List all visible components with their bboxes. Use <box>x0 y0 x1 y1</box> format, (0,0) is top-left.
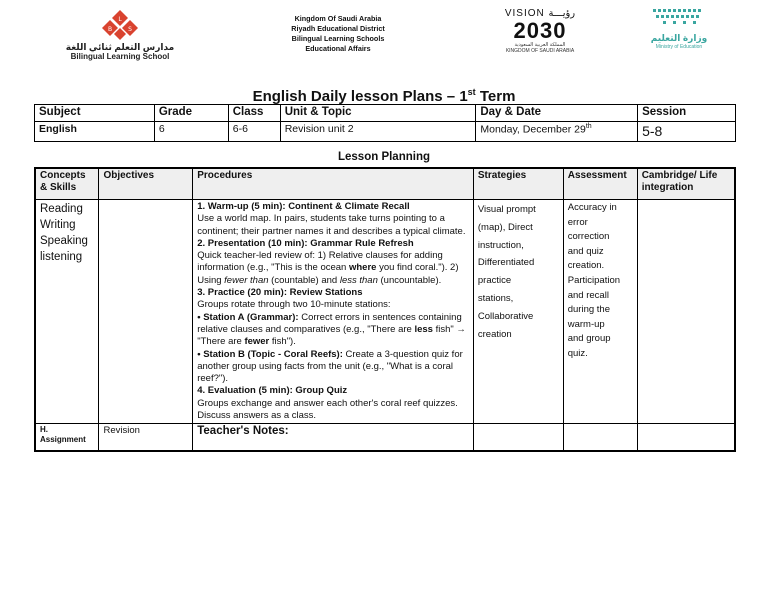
station-a-heading: • Station A (Grammar): <box>197 311 299 323</box>
presentation-text-2: you find coral."). 2) Using <box>197 262 459 286</box>
concept-reading: Reading <box>40 203 83 215</box>
vision-sub-english: KINGDOM OF SAUDI ARABIA <box>505 48 575 54</box>
station-b-heading: • Station B (Topic - Coral Reefs): <box>197 348 343 360</box>
svg-text:B: B <box>107 26 113 33</box>
header-class: Class <box>228 105 280 122</box>
vision-2030-logo <box>496 8 584 64</box>
station-b-text: Create a 3-question quiz for another group using facts from the unit (e.g., "What is a coral reef?"). <box>197 348 463 385</box>
header-subject: Subject <box>35 105 155 122</box>
lesson-info-table <box>34 104 736 142</box>
school-name-english: Bilingual Learning School <box>70 52 170 61</box>
strategy-line: Differentiated <box>477 257 535 269</box>
footer-empty-cell <box>637 424 735 452</box>
header-concepts: Concepts & Skills <box>35 168 99 200</box>
strategy-line: creation <box>477 328 512 340</box>
presentation-heading: 2. Presentation (10 min): Grammar Rule Refresh <box>197 237 414 249</box>
school-name-arabic: مدارس التعلم ثنائي اللغة <box>65 42 175 52</box>
station-b <box>197 349 469 386</box>
session-value: 5-8 <box>638 122 736 142</box>
practice-text: Groups rotate through two 10-minute stations: <box>197 299 391 311</box>
concept-writing: Writing <box>40 219 76 231</box>
procedures-cell <box>193 200 474 424</box>
school-emblem-icon <box>100 8 140 42</box>
header-unit-topic: Unit & Topic <box>280 105 476 122</box>
warmup-heading: 1. Warm-up (5 min): Continent & Climate Recall <box>197 201 410 212</box>
assessment-line: error <box>567 216 588 228</box>
strategy-line: instruction, <box>477 239 524 251</box>
concept-speaking: Speaking <box>40 235 88 247</box>
header-day-date: Day & Date <box>476 105 638 122</box>
lesson-plan-table <box>34 167 736 452</box>
assessment-line: Accuracy in <box>567 202 617 213</box>
moe-emblem-icon <box>649 6 709 28</box>
moe-name-english: Ministry of Education <box>655 44 703 50</box>
assessment-cell <box>563 200 637 424</box>
presentation-text-3: (countable) and <box>268 274 340 286</box>
ministry-line-1: Kingdom Of Saudi Arabia <box>294 14 382 23</box>
strategy-line: Visual prompt <box>477 204 536 215</box>
date-value: Monday, December 29 <box>480 123 586 136</box>
cambridge-cell <box>637 200 735 424</box>
assessment-line: Participation <box>567 274 621 286</box>
presentation-text-1: Quick teacher-led review of: 1) Relative clauses for adding information (e.g., "This is the ocean <box>197 250 443 274</box>
ministry-line-3: Bilingual Learning Schools <box>291 34 385 43</box>
header-assessment: Assessment <box>563 168 637 200</box>
ministry-text <box>268 14 408 54</box>
ministry-of-education-logo <box>634 6 724 62</box>
date-sup: th <box>585 123 592 130</box>
header-cambridge: Cambridge/ Life integration <box>637 168 735 200</box>
grade-value: 6 <box>154 122 228 142</box>
document-header <box>0 0 768 82</box>
strategy-line: practice <box>477 275 512 287</box>
svg-text:S: S <box>128 26 132 33</box>
strategies-cell <box>473 200 563 424</box>
assessment-line: quiz. <box>567 347 588 359</box>
header-grade: Grade <box>154 105 228 122</box>
header-strategies: Strategies <box>473 168 563 200</box>
station-a <box>197 312 469 349</box>
footer-empty-cell <box>473 424 563 452</box>
concept-listening: listening <box>40 251 83 263</box>
h-assignment-label: H. Assignment <box>35 424 99 452</box>
subject-value: English <box>35 122 155 142</box>
station-a-bold-less: less <box>414 323 433 335</box>
assessment-line: and group <box>567 333 611 345</box>
presentation-italic-fewer: fewer than <box>224 274 269 286</box>
evaluation-heading: 4. Evaluation (5 min): Group Quiz <box>197 385 348 397</box>
teacher-notes-label: Teacher's Notes: <box>193 424 474 452</box>
unit-value: Revision unit 2 <box>280 122 476 142</box>
station-a-bold-fewer: fewer <box>244 336 270 348</box>
assessment-line: and recall <box>567 289 609 301</box>
vision-year: 2030 <box>513 18 567 43</box>
info-header-row <box>35 105 736 122</box>
ministry-line-4: Educational Affairs <box>305 44 371 53</box>
assessment-line: and quiz <box>567 245 604 257</box>
footer-empty-cell <box>563 424 637 452</box>
assessment-line: during the <box>567 304 610 316</box>
presentation-italic-less: less than <box>339 274 378 286</box>
station-a-text-2: fish" → "There are <box>197 323 466 348</box>
plan-body-row <box>35 200 735 424</box>
lesson-planning-title: Lesson Planning <box>337 151 430 163</box>
station-a-text-3: fish"). <box>269 336 296 348</box>
title-sup: st <box>467 87 476 97</box>
vision-label: VISION رؤيـــة <box>504 8 576 19</box>
title-tail: Term <box>475 88 516 105</box>
strategy-line: Collaborative <box>477 310 534 322</box>
title-main: English Daily lesson Plans – 1 <box>252 88 468 105</box>
moe-name-arabic: وزارة التعليم <box>650 33 708 43</box>
warmup-text: Use a world map. In pairs, students take turns pointing to a continent; their partner names it and describes a typical climate. <box>197 213 466 237</box>
evaluation-text: Groups exchange and answer each other's coral reef quizzes. Discuss answers as a class. <box>197 397 458 422</box>
class-value: 6-6 <box>228 122 280 142</box>
practice-heading: 3. Practice (20 min): Review Stations <box>197 287 363 299</box>
concepts-cell <box>35 200 99 424</box>
header-procedures: Procedures <box>193 168 474 200</box>
presentation-bold-where: where <box>348 262 377 274</box>
presentation-text-4: (uncountable). <box>377 274 442 286</box>
header-objectives: Objectives <box>99 168 193 200</box>
assessment-line: creation. <box>567 260 605 272</box>
plan-header-row <box>35 168 735 200</box>
ministry-line-2: Riyadh Educational District <box>291 24 385 33</box>
station-a-text-1: Correct errors in sentences containing relative clauses and comparatives (e.g., "There are <box>197 311 462 335</box>
header-session: Session <box>638 105 736 122</box>
strategy-line: (map), Direct <box>477 221 533 233</box>
plan-footer-row <box>35 424 735 452</box>
presentation-text <box>197 250 469 287</box>
school-logo <box>60 8 180 66</box>
info-value-row <box>35 122 736 142</box>
strategy-line: stations, <box>477 292 514 304</box>
assessment-line: correction <box>567 231 610 243</box>
objectives-cell <box>99 200 193 424</box>
vision-sub-arabic: المملكة العربية السعودية <box>514 42 566 48</box>
assessment-line: warm-up <box>567 318 605 330</box>
svg-text:L: L <box>118 16 122 23</box>
revision-value: Revision <box>99 424 193 452</box>
date-cell <box>476 122 638 142</box>
